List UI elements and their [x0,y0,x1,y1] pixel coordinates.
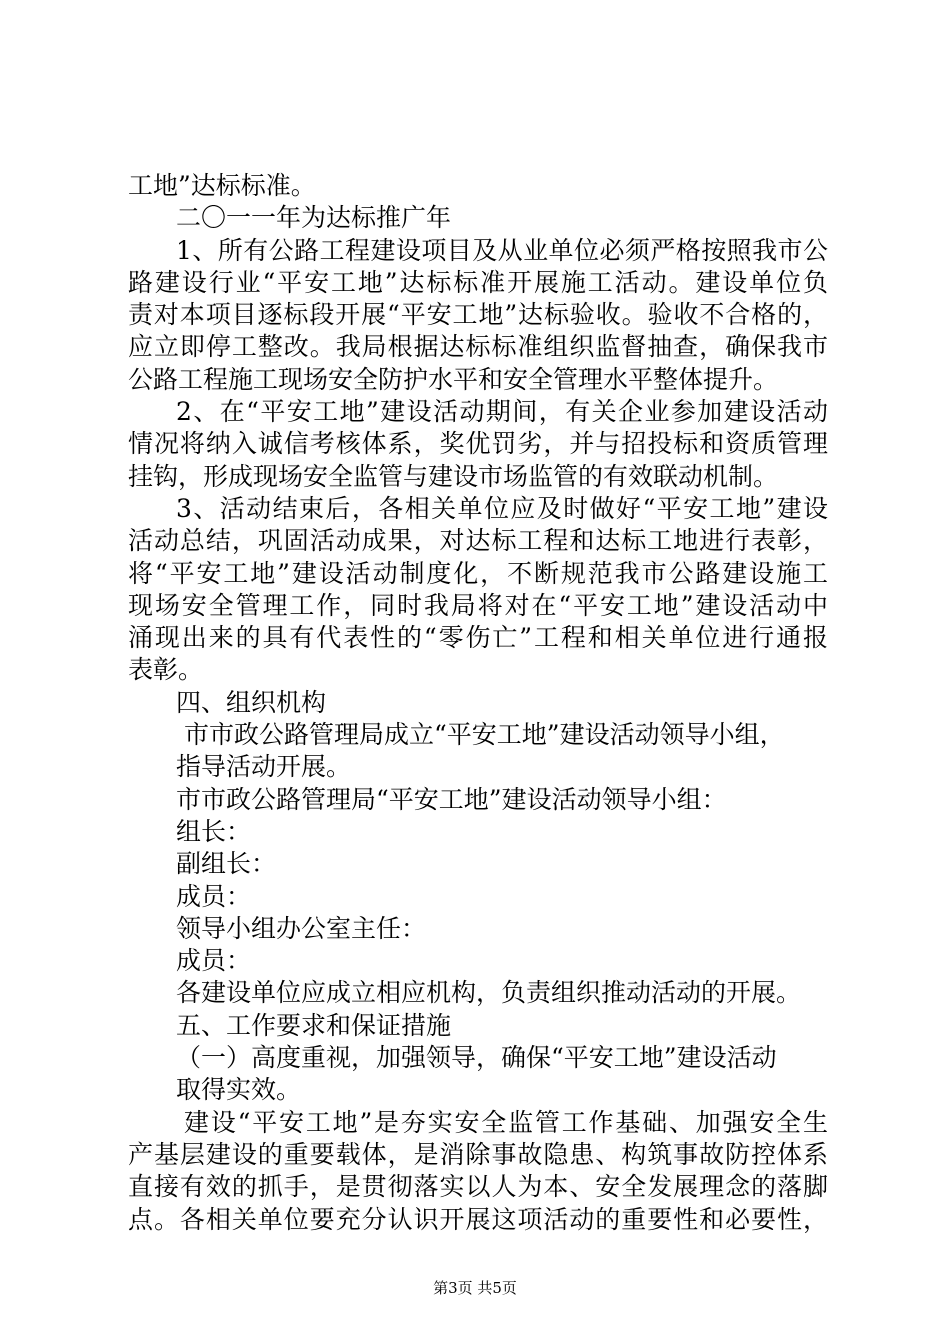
body-line: 副组长： [176,849,277,879]
body-line: 指导活动开展。 [176,752,352,782]
body-line: 成员： [176,881,252,911]
body-line: 情况将纳入诚信考核体系，奖优罚劣，并与招投标和资质管理 [128,429,828,459]
body-line: 领导小组办公室主任： [176,913,427,943]
body-line: 公路工程施工现场安全防护水平和安全管理水平整体提升。 [128,364,779,394]
body-line: 各建设单位应成立相应机构，负责组织推动活动的开展。 [176,978,802,1008]
subsection-heading: 取得实效。 [176,1075,302,1105]
body-line: 涌现出来的具有代表性的“零伤亡”工程和相关单位进行通报 [128,623,828,653]
body-line: 表彰。 [128,655,204,685]
body-line: 市市政公路管理局成立“平安工地”建设活动领导小组， [184,720,785,750]
body-line: 成员： [176,946,252,976]
body-line: 工地”达标标准。 [128,171,316,200]
body-line: 2、在“平安工地”建设活动期间，有关企业参加建设活动 [176,397,828,427]
section-heading: 二〇一一年为达标推广年 [176,203,452,233]
body-line: 挂钩，形成现场安全监管与建设市场监管的有效联动机制。 [128,461,779,491]
section-heading: 五、工作要求和保证措施 [176,1010,452,1040]
document-body [128,170,828,1236]
body-line: 活动总结，巩固活动成果，对达标工程和达标工地进行表彰， [128,526,828,556]
body-line: 产基层建设的重要载体，是消除事故隐患、构筑事故防控体系 [128,1139,828,1169]
body-line: 建设“平安工地”是夯实安全监管工作基础、加强安全生 [184,1107,828,1137]
body-line: 直接有效的抓手，是贯彻落实以人为本、安全发展理念的落脚 [128,1172,828,1202]
page-number-footer: 第3页 共5页 [433,1279,517,1297]
body-line: 应立即停工整改。我局根据达标标准组织监督抽查，确保我市 [128,332,828,362]
section-heading: 四、组织机构 [176,687,327,717]
body-line: 组长： [176,816,252,846]
subsection-heading: （一）高度重视，加强领导，确保“平安工地”建设活动 [176,1043,777,1073]
body-line: 点。各相关单位要充分认识开展这项活动的重要性和必要性， [128,1204,828,1234]
body-line: 路建设行业“平安工地”达标标准开展施工活动。建设单位负 [128,267,828,297]
body-line: 现场安全管理工作，同时我局将对在“平安工地”建设活动中 [128,590,828,620]
body-line: 责对本项目逐标段开展“平安工地”达标验收。验收不合格的， [128,300,828,330]
body-line: 1、所有公路工程建设项目及从业单位必须严格按照我市公 [176,235,828,265]
body-line: 市市政公路管理局“平安工地”建设活动领导小组： [176,784,727,814]
body-line: 3、活动结束后，各相关单位应及时做好“平安工地”建设 [176,493,828,523]
body-line: 将“平安工地”建设活动制度化，不断规范我市公路建设施工 [128,558,828,588]
